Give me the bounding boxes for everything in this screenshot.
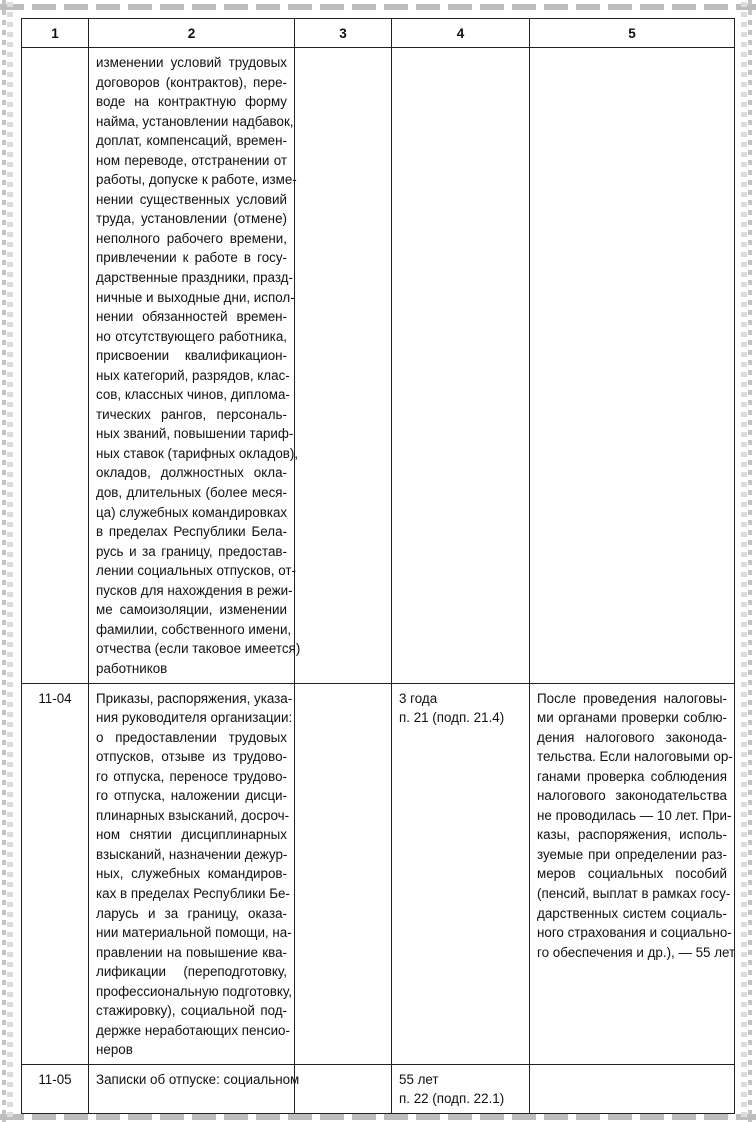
document-table <box>21 18 735 1114</box>
text-line: но отсутствующего работника, <box>96 328 287 344</box>
text-line: фамилии, собственного имени, <box>96 621 292 637</box>
text-line: о предоставлении трудовых <box>96 729 287 745</box>
text-line: не проводилась — 10 лет. При- <box>537 807 732 823</box>
text-line: ных, служебных командиров- <box>96 866 287 882</box>
notes-cell <box>530 48 735 684</box>
text-line: отчества (если таковое имеется) <box>96 641 301 657</box>
text-line: ных категорий, разрядов, клас- <box>96 367 290 383</box>
text-line: плинарных взысканий, досроч- <box>96 807 290 823</box>
text-line: присвоении квалификацион- <box>96 348 287 364</box>
document-type-cell <box>89 1064 300 1113</box>
text-line: дарственные праздники, празд- <box>96 270 293 286</box>
text-line: ме самоизоляции, изменении <box>96 602 287 618</box>
text-line: ми органами проверки соблю- <box>537 710 727 726</box>
text-line: держке неработающих пенсио- <box>96 1022 290 1038</box>
table-row <box>22 683 735 1064</box>
header-col-4: 4 <box>392 19 530 48</box>
header-col-3: 3 <box>295 19 392 48</box>
text-line: го обеспечения и др.), — 55 лет <box>537 944 736 960</box>
text-line: лении социальных отпусков, от- <box>96 563 296 579</box>
header-row <box>22 19 735 48</box>
text-line: (пенсий, выплат в рамках госу- <box>537 885 731 901</box>
text-line: казы, распоряжения, исполь- <box>537 827 727 843</box>
page-frame-right <box>748 0 752 1122</box>
text-line: сов, классных чинов, диплома- <box>96 387 290 403</box>
text-line: изменении условий трудовых <box>96 55 287 70</box>
text-line: ния руководителя организации: <box>96 710 293 726</box>
page-frame-bottom <box>0 1114 756 1120</box>
page-frame-top <box>0 4 756 10</box>
text-line: в пределах Республики Бела- <box>96 524 287 540</box>
text-line: тических рангов, персональ- <box>96 406 287 422</box>
text-line: ца) служебных командировках <box>96 504 288 520</box>
text-line: русь и за границу, предостав- <box>96 543 287 559</box>
text-line: окладов, должностных окла- <box>96 465 287 481</box>
text-line: нении существенных условий <box>96 191 287 207</box>
text-line: лификации (переподготовку, <box>96 964 287 980</box>
table-row <box>22 1064 735 1113</box>
text-line: дения налогового законода- <box>537 729 727 745</box>
text-line: 55 лет <box>399 1071 439 1087</box>
text-line: договоров (контрактов), пере- <box>96 74 287 90</box>
text-line: п. 22 (подп. 22.1) <box>399 1091 505 1107</box>
text-line: взысканий, назначении дежур- <box>96 846 288 862</box>
row-code: 11-05 <box>22 1064 89 1113</box>
text-line: нии материальной помощи, на- <box>96 925 292 941</box>
page-frame-left <box>2 0 6 1122</box>
text-line: работников <box>96 660 168 676</box>
text-line: ных званий, повышении тариф- <box>96 426 294 442</box>
text-line: неров <box>96 1042 133 1058</box>
text-line: ного страхования и социально- <box>537 925 732 941</box>
row-code <box>22 48 89 684</box>
text-line: труда, установлении (отмене) <box>96 211 287 227</box>
header-col-2: 2 <box>89 19 295 48</box>
text-line: дов, длительных (более меся- <box>96 485 287 501</box>
text-line: найма, установлении надбавок, <box>96 113 294 129</box>
text-line: ном переводе, отстранении от <box>96 152 287 168</box>
document-type-cell <box>89 683 295 1064</box>
notes-cell <box>530 1064 735 1113</box>
text-line: воде на контрактную форму <box>96 94 287 110</box>
text-line: доплат, компенсаций, времен- <box>96 133 287 149</box>
document-type-cell <box>89 48 301 684</box>
text-line: зуемые при определении раз- <box>537 846 727 862</box>
text-line: ганами проверка соблюдения <box>537 768 727 784</box>
text-line: дарственных систем социаль- <box>537 905 727 921</box>
text-line: ничные и выходные дни, испол- <box>96 289 295 305</box>
text-line: п. 21 (подп. 21.4) <box>399 710 505 726</box>
text-line: пусков для нахождения в режи- <box>96 582 293 598</box>
text-line: Приказы, распоряжения, указа- <box>96 690 293 706</box>
text-line: 3 года <box>399 690 438 706</box>
text-line: работы, допуске к работе, изме- <box>96 172 297 188</box>
text-line: налогового законодательства <box>537 788 727 804</box>
text-line: тельства. Если налоговыми ор- <box>537 749 733 765</box>
text-line: ном снятии дисциплинарных <box>96 827 287 843</box>
text-line: ларусь и за границу, оказа- <box>96 905 287 921</box>
text-line: ках в пределах Республики Бе- <box>96 885 290 901</box>
notes-cell <box>530 683 735 1064</box>
text-line: профессиональную подготовку, <box>96 983 292 999</box>
table-row <box>22 48 735 684</box>
retention-period-cell <box>392 683 530 1064</box>
text-line: го отпуска, наложении дисци- <box>96 788 287 804</box>
text-line: После проведения налоговы- <box>537 690 727 706</box>
header-col-1: 1 <box>22 19 89 48</box>
text-line: неполного рабочего времени, <box>96 230 287 246</box>
text-line: правлении на повышение ква- <box>96 944 287 960</box>
text-line: стажировку), социальной под- <box>96 1003 287 1019</box>
retention-period-cell <box>392 1064 530 1113</box>
column-3-cell <box>295 683 392 1064</box>
header-col-5: 5 <box>530 19 735 48</box>
retention-period-cell <box>392 48 530 684</box>
text-line: нении обязанностей времен- <box>96 309 287 325</box>
text-line: го отпуска, переносе трудово- <box>96 768 287 784</box>
column-3-cell <box>295 48 392 684</box>
text-line: отпусков, отзыве из трудово- <box>96 749 287 765</box>
text-line: ных ставок (тарифных окладов), <box>96 445 299 461</box>
column-3-cell <box>295 1064 392 1113</box>
row-code: 11-04 <box>22 683 89 1064</box>
text-line: меров социальных пособий <box>537 866 727 882</box>
text-line: Записки об отпуске: социальном <box>96 1071 300 1087</box>
text-line: привлечении к работе в госу- <box>96 250 287 266</box>
